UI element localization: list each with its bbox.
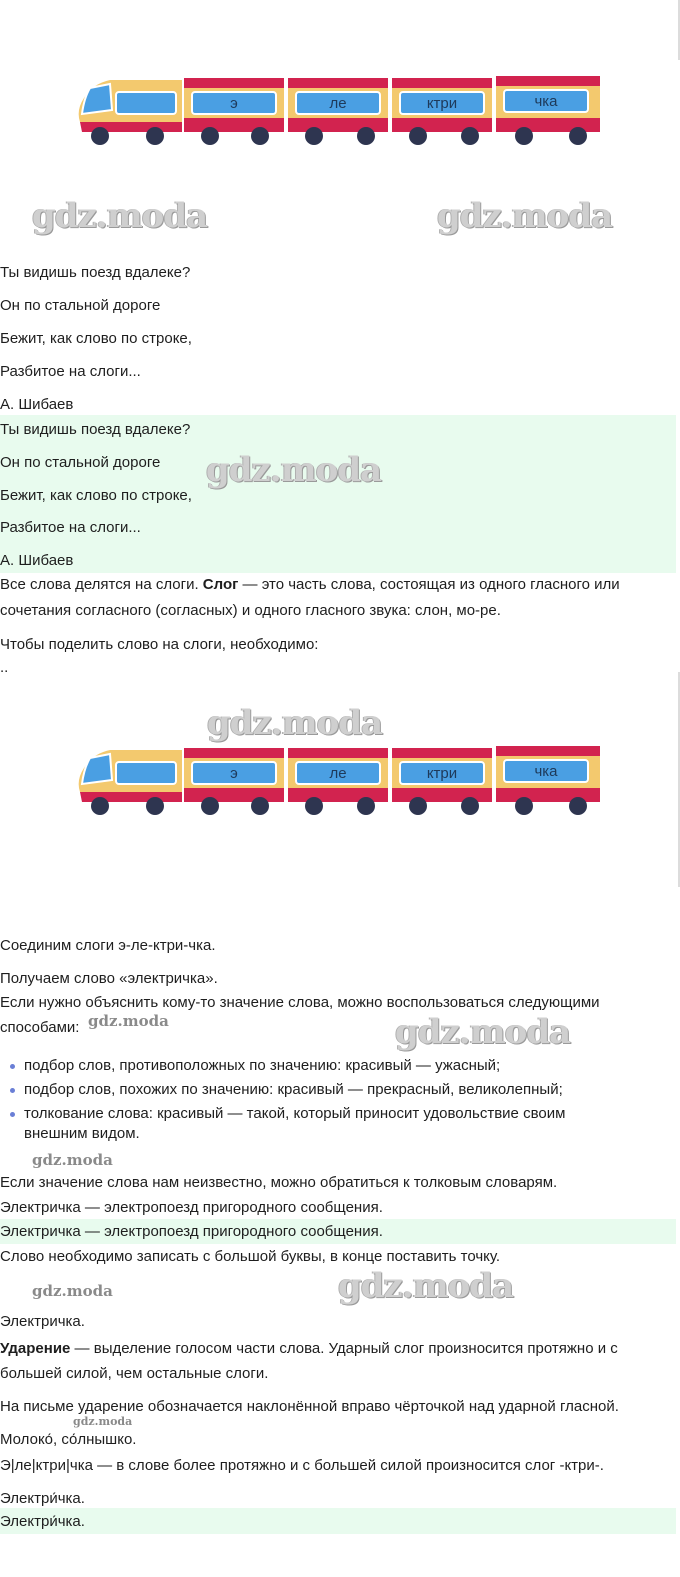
methods-list: [0, 1056, 660, 1148]
watermark: gdz.moda: [437, 196, 613, 236]
watermark: gdz.moda: [73, 1415, 133, 1428]
dictionary-note: Если значение слова нам неизвестно, можно обратиться к толковым словарям.: [0, 1174, 558, 1191]
definition: Электричка — электропоезд пригородного сообщения.: [0, 1199, 383, 1216]
answer: Электри́чка.: [0, 1490, 85, 1507]
term-syllable: Слог: [202, 576, 239, 593]
watermark: gdz.moda: [32, 196, 208, 236]
watermark: gdz.moda: [88, 1012, 169, 1030]
watermark: gdz.moda: [206, 450, 382, 490]
syllable-definition: Все слова делятся на слоги. Слог — это часть слова, состоящая из одного гласного или: [0, 576, 620, 593]
syllable-2: ле: [329, 765, 347, 782]
stress-examples: Молоко́, со́лнышко.: [0, 1431, 137, 1448]
list-item: подбор слов, противоположных по значению: красивый — ужасный;: [0, 1056, 660, 1076]
watermark: gdz.moda: [32, 1282, 113, 1300]
train-illustration-bottom: [70, 740, 610, 825]
result-text: Получаем слово «электричка».: [0, 970, 218, 987]
syllable-1: э: [230, 95, 238, 112]
answer-highlight: [0, 1508, 676, 1534]
list-item: подбор слов, похожих по значению: красивый — прекрасный, великолепный;: [0, 1080, 660, 1100]
term-stress: Ударение: [0, 1340, 71, 1357]
meaning-intro-cont: способами:: [0, 1019, 80, 1036]
syllable-4: чка: [534, 763, 558, 780]
answer: Электри́чка.: [0, 1513, 85, 1530]
stress-definition: Ударение — выделение голосом части слова. Ударный слог произносится протяжно и с: [0, 1340, 618, 1357]
rule-intro: Все слова делятся на слоги.: [0, 576, 203, 593]
meaning-intro: Если нужно объяснить кому-то значение слова, можно воспользоваться следующими: [0, 994, 600, 1011]
syllable-definition-cont: сочетания согласного (согласных) и одного гласного звука: слон, мо-ре.: [0, 602, 501, 619]
list-item: толкование слова: красивый — такой, который приносит удовольствие своим внешним видом.: [0, 1104, 624, 1144]
poem-line: Бежит, как слово по строке,: [0, 487, 192, 504]
syllable-3: ктри: [426, 765, 458, 782]
stress-mark-note: На письме ударение обозначается наклонённой вправо чёрточкой над ударной гласной.: [0, 1398, 619, 1415]
poem-author: А. Шибаев: [0, 552, 74, 569]
syllable-2: ле: [329, 95, 347, 112]
watermark: gdz.moda: [395, 1012, 571, 1052]
ellipsis: ..: [0, 659, 9, 676]
poem-line: Разбитое на слоги...: [0, 363, 141, 380]
syllable-4: чка: [534, 93, 558, 110]
capital-note: Слово необходимо записать с большой буквы, в конце поставить точку.: [0, 1248, 501, 1265]
stress-definition-cont: большей силой, чем остальные слоги.: [0, 1365, 269, 1382]
poem-line: Он по стальной дороге: [0, 454, 161, 471]
syllable-split: Э|ле|ктри|чка — в слове более протяжно и с большей силой произносится слог -ктри-.: [0, 1457, 604, 1474]
definition: Электричка — электропоезд пригородного сообщения.: [0, 1223, 383, 1240]
combine-text: Соединим слоги э-ле-ктри-чка.: [0, 937, 216, 954]
poem-line: Разбитое на слоги...: [0, 519, 141, 536]
poem-line: Бежит, как слово по строке,: [0, 330, 192, 347]
poem-line: Он по стальной дороге: [0, 297, 161, 314]
syllable-1: э: [230, 765, 238, 782]
poem-line: Ты видишь поезд вдалеке?: [0, 264, 191, 281]
watermark: gdz.moda: [32, 1151, 113, 1169]
train-illustration-top: [70, 70, 610, 155]
poem-author: А. Шибаев: [0, 396, 74, 413]
watermark: gdz.moda: [338, 1266, 514, 1306]
syllable-3: ктри: [426, 95, 458, 112]
poem-line: Ты видишь поезд вдалеке?: [0, 421, 191, 438]
train-locomotive: [79, 80, 182, 132]
how-to-divide: Чтобы поделить слово на слоги, необходимо:: [0, 636, 319, 653]
watermark: gdz.moda: [207, 703, 383, 743]
word-written: Электричка.: [0, 1313, 85, 1330]
train-locomotive: [79, 750, 182, 802]
